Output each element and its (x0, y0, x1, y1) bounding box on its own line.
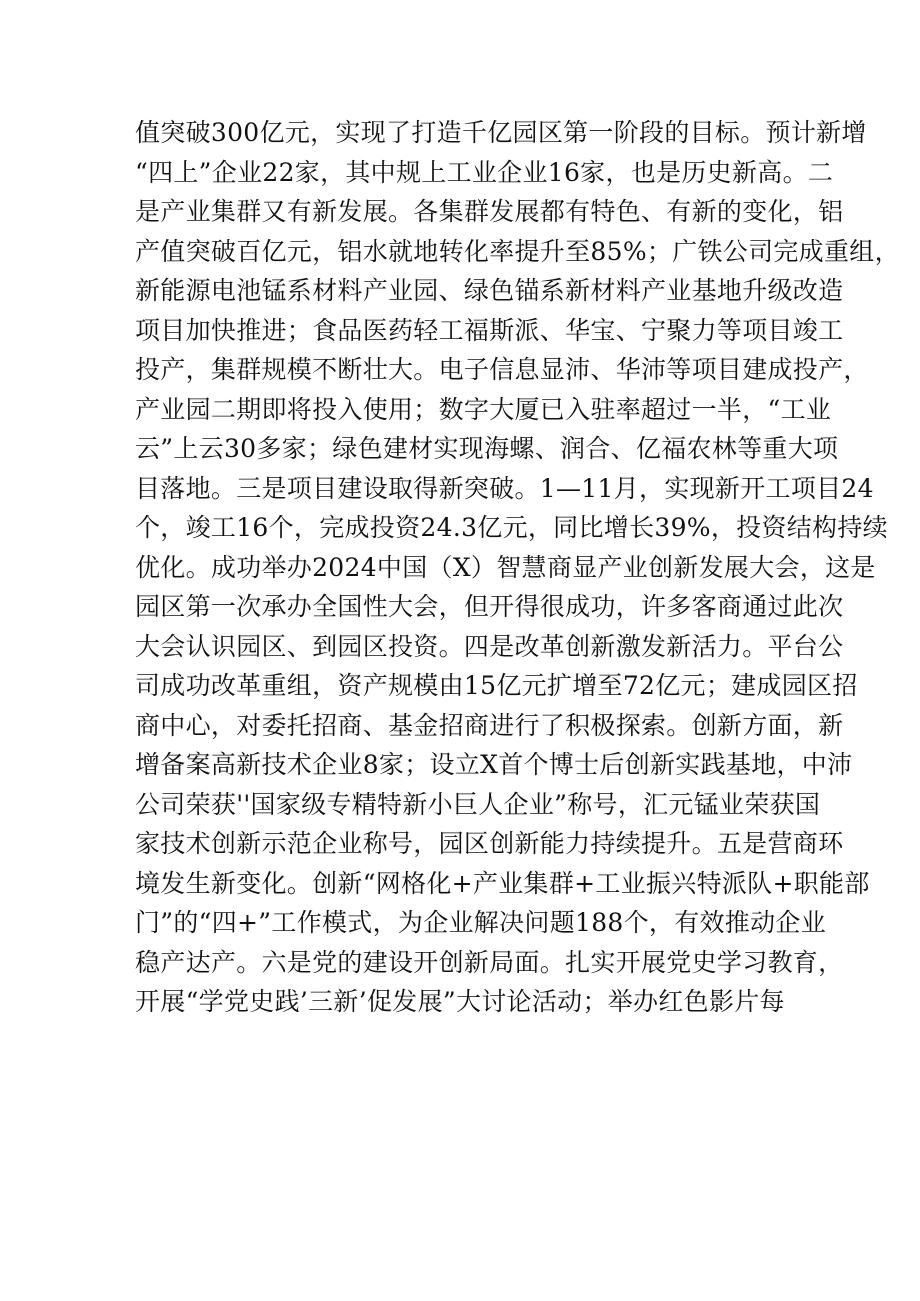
text-line: 园区第一次承办全国性大会，但开得很成功，许多客商通过此次 (135, 592, 844, 621)
body-text (135, 113, 900, 1022)
text-line: 云”上云30多家；绿色建材实现海螺、润合、亿福农林等重大项 (135, 434, 839, 463)
text-line: 新能源电池锰系材料产业园、绿色锚系新材料产业基地升级改造 (135, 276, 844, 305)
text-line: 门”的“四+”工作模式，为企业解决问题188个，有效推动企业 (135, 908, 827, 937)
text-line: 大会认识园区、到园区投资。四是改革创新激发新活力。平台公 (135, 631, 844, 661)
text-line: 个，竣工16个，完成投资24.3亿元，同比增长39%，投资结构持续 (135, 513, 888, 542)
text-line: 境发生新变化。创新“网格化+产业集群+工业振兴特派队+职能部 (135, 868, 870, 898)
text-line: 是产业集群又有新发展。各集群发展都有特色、有新的变化，铝 (135, 197, 844, 226)
text-line: 投产，集群规模不断壮大。电子信息显沛、华沛等项目建成投产， (135, 355, 869, 384)
text-line: 开展“学党史践’三新’促发展”大讨论活动；举办红色影片每 (135, 987, 785, 1016)
text-line: 稳产达产。六是党的建设开创新局面。扎实开展党史学习教育， (135, 947, 844, 977)
text-line: 产业园二期即将投入使用；数字大厦已入驻率超过一半，“工业 (135, 394, 832, 424)
text-line: 商中心，对委托招商、基金招商进行了积极探索。创新方面，新 (135, 710, 844, 740)
text-line: 目落地。三是项目建设取得新突破。1—11月，实现新开工项目24 (135, 473, 874, 503)
text-line: 项目加快推进；食品医药轻工福斯派、华宝、宁聚力等项目竣工 (135, 315, 844, 345)
text-line: 值突破300亿元，实现了打造千亿园区第一阶段的目标。预计新增 (135, 118, 867, 147)
text-line: 司成功改革重组，资产规模由15亿元扩增至72亿元；建成园区招 (135, 671, 858, 700)
text-line: 公司荣获''国家级专精特新小巨人企业”称号，汇元锰业荣获国 (135, 789, 821, 819)
text-line: 产值突破百亿元，铝水就地转化率提升至85%；广铁公司完成重组， (135, 236, 900, 266)
text-line: “四上”企业22家，其中规上工业企业16家，也是历史新高。二 (135, 157, 834, 187)
text-line: 优化。成功举办2024中国（X）智慧商显产业创新发展大会，这是 (135, 552, 876, 582)
text-line: 家技术创新示范企业称号，园区创新能力持续提升。五是营商环 (135, 829, 844, 858)
text-line: 增备案高新技术企业8家；设立X首个博士后创新实践基地，中沛 (135, 750, 853, 779)
